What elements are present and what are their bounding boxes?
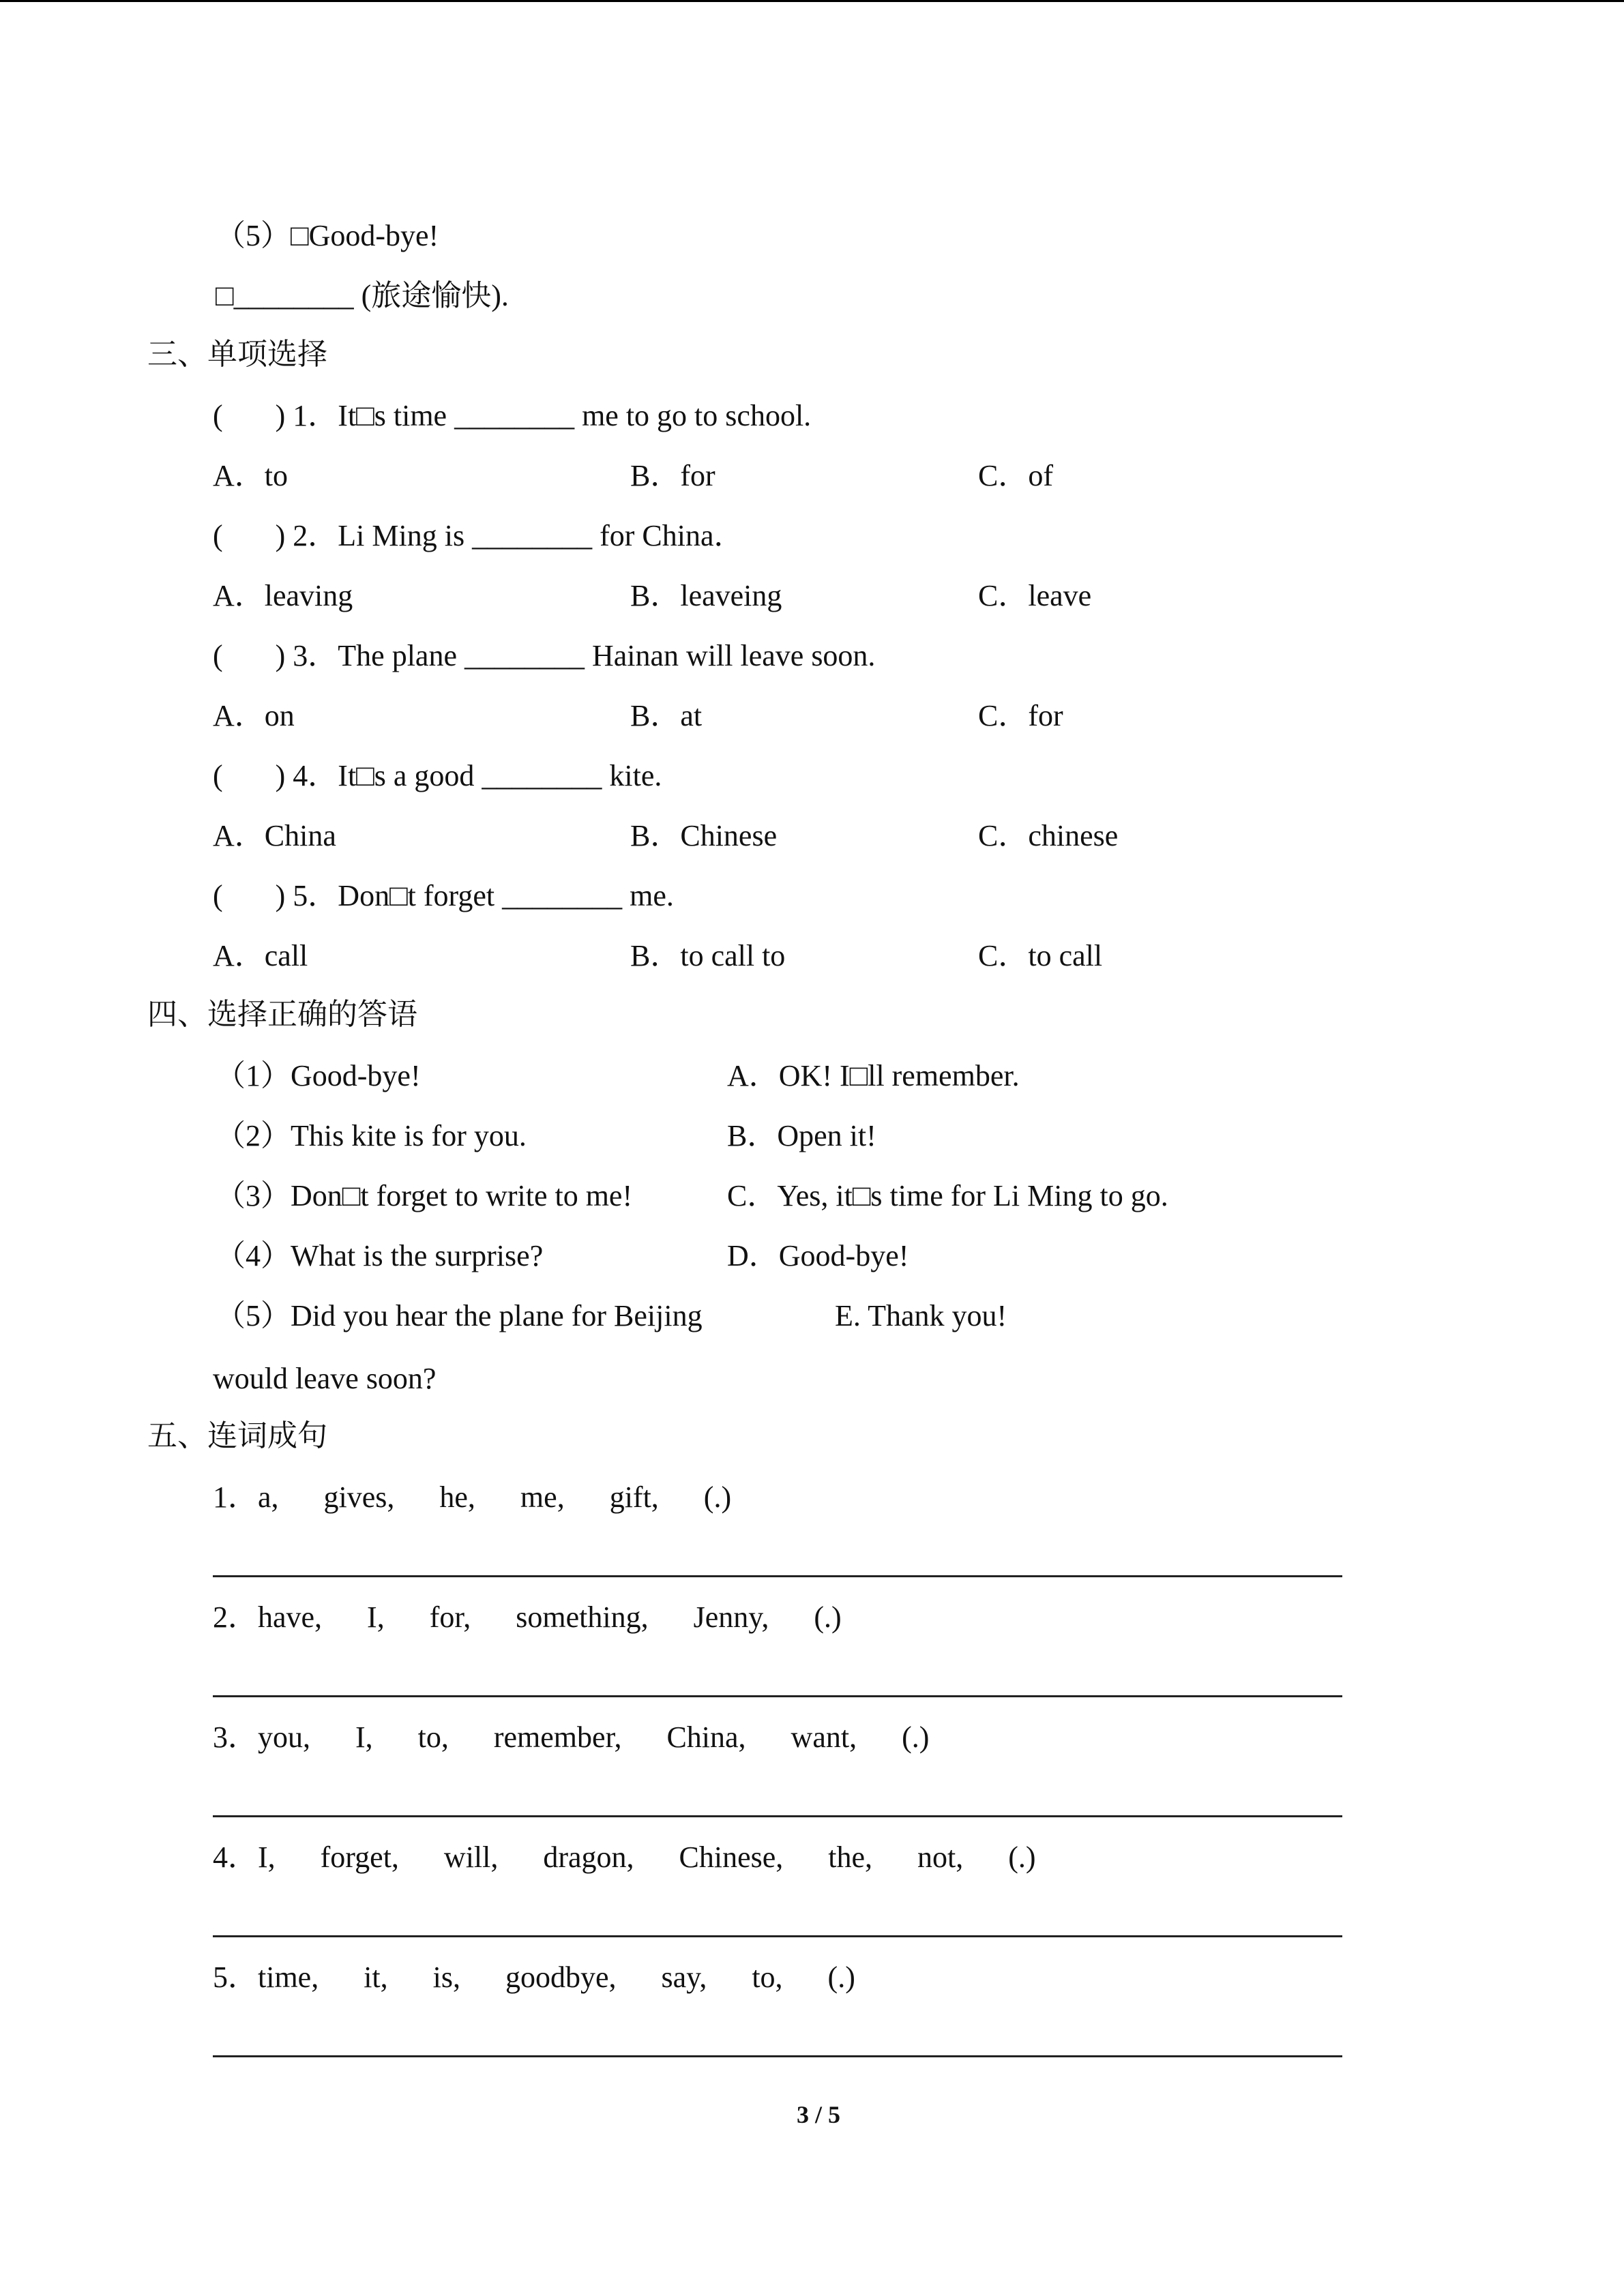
match-answer-c: C．Yes, it□s time for Li Ming to go.: [727, 1179, 1168, 1212]
section5-heading: 五、连词成句: [147, 1419, 327, 1452]
answer-line-3[interactable]: [213, 1815, 1342, 1817]
q3-option-c: C．for: [978, 699, 1063, 732]
match-question-3: （3）Don□t forget to write to me!: [216, 1179, 633, 1212]
dialogue-answer-blank: □________ (旅途愉快).: [216, 279, 509, 312]
q4-stem: ( ) 4．It□s a good ________ kite.: [213, 759, 662, 792]
page-number: 3 / 5: [796, 2101, 840, 2128]
match-answer-b: B．Open it!: [727, 1119, 876, 1152]
scramble-item-5: 5．time, it, is, goodbye, say, to, (.): [213, 1960, 855, 1994]
match-answer-e: E. Thank you!: [835, 1299, 1007, 1332]
scramble-item-1: 1．a, gives, he, me, gift, (.): [213, 1480, 732, 1514]
q5-option-b: B．to call to: [630, 939, 786, 972]
q2-option-a: A．leaving: [213, 579, 353, 612]
q2-option-b: B．leaveing: [630, 579, 782, 612]
q1-stem: ( ) 1．It□s time ________ me to go to school.: [213, 399, 812, 432]
q1-option-b: B．for: [630, 459, 715, 492]
q3-option-a: A．on: [213, 699, 295, 732]
section4-heading: 四、选择正确的答语: [147, 998, 417, 1031]
section3-heading: 三、单项选择: [147, 338, 327, 371]
q1-option-a: A．to: [213, 459, 288, 492]
scramble-item-2: 2．have, I, for, something, Jenny, (.): [213, 1600, 842, 1634]
match-answer-d: D．Good-bye!: [727, 1239, 909, 1272]
match-question-5: （5）Did you hear the plane for Beijing: [216, 1299, 703, 1332]
q5-option-a: A．call: [213, 939, 308, 972]
q3-option-b: B．at: [630, 699, 703, 732]
match-question-1: （1）Good-bye!: [216, 1059, 421, 1092]
q1-option-c: C．of: [978, 459, 1053, 492]
answer-line-4[interactable]: [213, 1935, 1342, 1937]
match-answer-a: A．OK! I□ll remember.: [727, 1059, 1020, 1092]
q2-stem: ( ) 2．Li Ming is ________ for China．: [213, 519, 744, 552]
match-question-4: （4）What is the surprise?: [216, 1239, 544, 1272]
answer-line-1[interactable]: [213, 1575, 1342, 1577]
top-border: [0, 0, 1624, 2]
scramble-item-4: 4．I, forget, will, dragon, Chinese, the, not, (.): [213, 1840, 1036, 1874]
dialogue-line-5: （5）□Good-bye!: [216, 219, 439, 252]
q4-option-c: C．chinese: [978, 819, 1119, 852]
q5-option-c: C．to call: [978, 939, 1103, 972]
answer-line-2[interactable]: [213, 1695, 1342, 1697]
match-question-5-cont: would leave soon?: [213, 1362, 437, 1395]
answer-line-5[interactable]: [213, 2055, 1342, 2057]
scramble-item-3: 3．you, I, to, remember, China, want, (.): [213, 1720, 930, 1754]
match-question-2: （2）This kite is for you.: [216, 1119, 527, 1152]
q2-option-c: C．leave: [978, 579, 1092, 612]
q4-option-a: A．China: [213, 819, 336, 852]
q3-stem: ( ) 3．The plane ________ Hainan will leave soon.: [213, 639, 876, 672]
q5-stem: ( ) 5．Don□t forget ________ me.: [213, 879, 674, 912]
q4-option-b: B．Chinese: [630, 819, 778, 852]
